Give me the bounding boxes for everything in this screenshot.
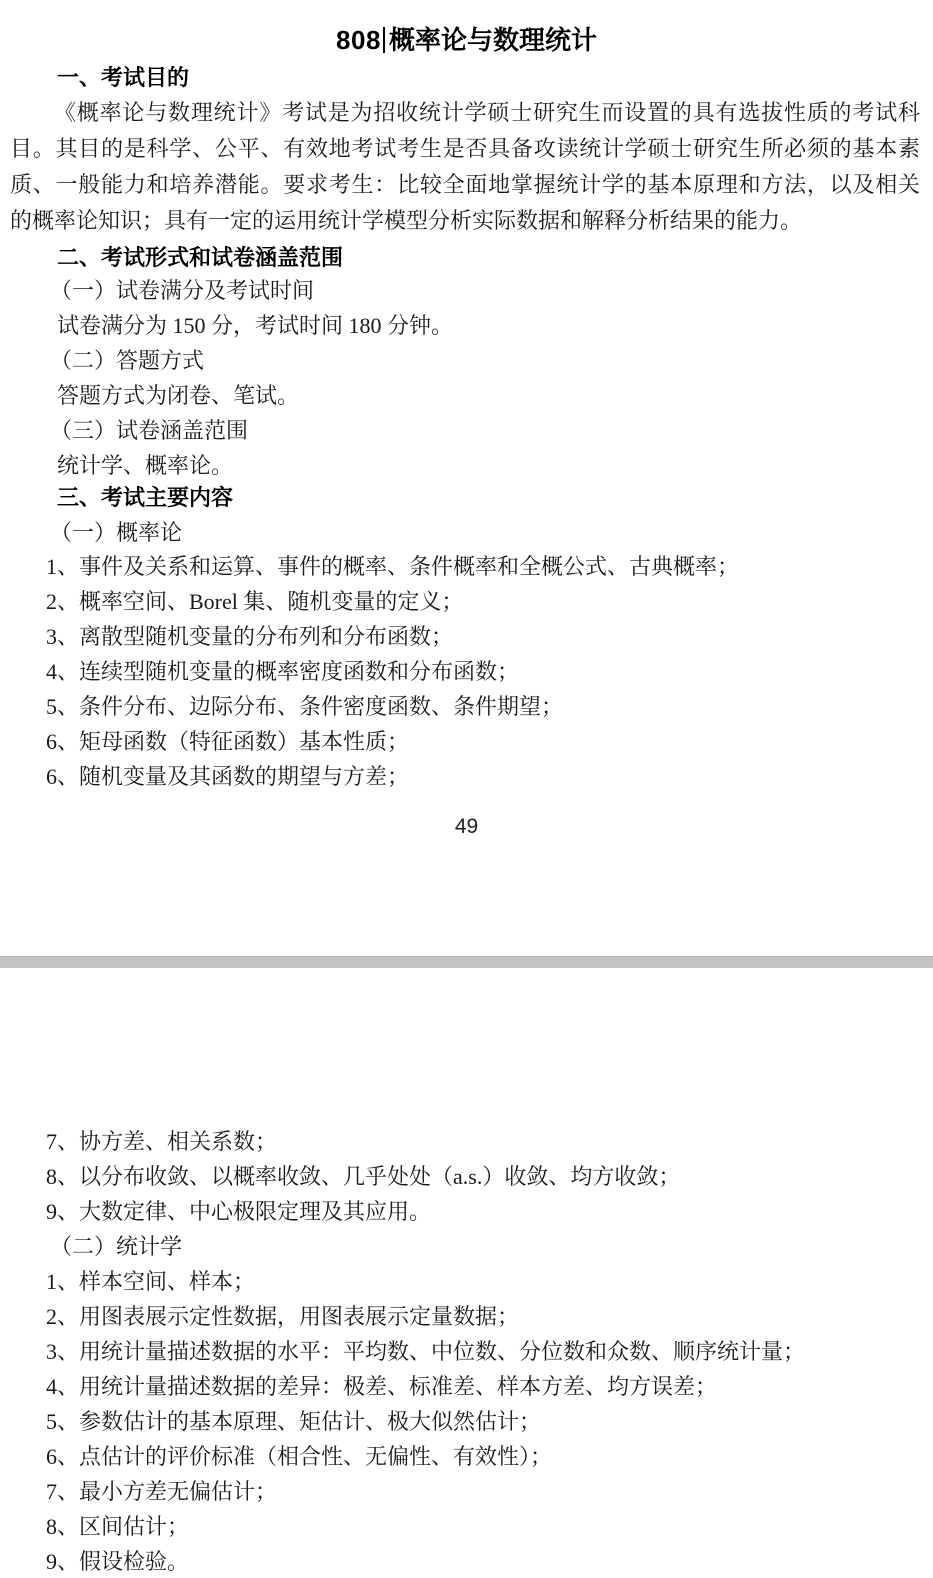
list-item: 5、条件分布、边际分布、条件密度函数、条件期望； bbox=[46, 694, 564, 719]
list-item: 8、区间估计； bbox=[46, 1514, 190, 1539]
document-title bbox=[0, 24, 933, 56]
section-heading-purpose: 一、考试目的 bbox=[57, 65, 190, 90]
list-item: 2、用图表展示定性数据，用图表展示定量数据； bbox=[46, 1304, 520, 1329]
course-code: 808 bbox=[336, 25, 381, 55]
subsection-probability: （一）概率论 bbox=[50, 520, 183, 545]
section-heading-content: 三、考试主要内容 bbox=[57, 485, 234, 510]
subsection-score-time: （一）试卷满分及考试时间 bbox=[50, 278, 315, 303]
statement-coverage: 统计学、概率论。 bbox=[57, 453, 234, 478]
list-item: 6、随机变量及其函数的期望与方差； bbox=[46, 764, 410, 789]
list-item: 6、矩母函数（特征函数）基本性质； bbox=[46, 729, 410, 754]
paragraph-line: 的概率论知识；具有一定的运用统计学模型分析实际数据和解释分析结果的能力。 bbox=[10, 208, 803, 233]
course-name: 概率论与数理统计 bbox=[388, 25, 597, 55]
list-item: 1、样本空间、样本； bbox=[46, 1269, 256, 1294]
list-item: 5、参数估计的基本原理、矩估计、极大似然估计； bbox=[46, 1409, 542, 1434]
subsection-answer-mode: （二）答题方式 bbox=[50, 348, 205, 373]
list-item: 1、事件及关系和运算、事件的概率、条件概率和全概公式、古典概率； bbox=[46, 554, 740, 579]
list-item: 3、用统计量描述数据的水平：平均数、中位数、分位数和众数、顺序统计量； bbox=[46, 1339, 806, 1364]
list-item: 2、概率空间、Borel 集、随机变量的定义； bbox=[46, 589, 464, 614]
list-item: 4、用统计量描述数据的差异：极差、标准差、样本方差、均方误差； bbox=[46, 1374, 718, 1399]
title-separator bbox=[383, 27, 385, 53]
page-2 bbox=[0, 968, 933, 1578]
list-item: 9、假设检验。 bbox=[46, 1549, 190, 1574]
subsection-coverage: （三）试卷涵盖范围 bbox=[50, 418, 249, 443]
statement-score-time: 试卷满分为 150 分，考试时间 180 分钟。 bbox=[57, 313, 454, 338]
statement-answer-mode: 答题方式为闭卷、笔试。 bbox=[57, 383, 300, 408]
list-item: 9、大数定律、中心极限定理及其应用。 bbox=[46, 1199, 432, 1224]
list-item: 4、连续型随机变量的概率密度函数和分布函数； bbox=[46, 659, 520, 684]
list-item: 7、协方差、相关系数； bbox=[46, 1129, 278, 1154]
subsection-statistics: （二）统计学 bbox=[50, 1234, 183, 1259]
list-item: 3、离散型随机变量的分布列和分布函数； bbox=[46, 624, 454, 649]
list-item: 6、点估计的评价标准（相合性、无偏性、有效性）； bbox=[46, 1444, 553, 1469]
paragraph-line: 质、一般能力和培养潜能。要求考生：比较全面地掌握统计学的基本原理和方法，以及相关 bbox=[10, 172, 920, 197]
page-number: 49 bbox=[454, 815, 479, 838]
paragraph-line: 目。其目的是科学、公平、有效地考试考生是否具备攻读统计学硕士研究生所必须的基本素 bbox=[10, 136, 920, 161]
page-gap bbox=[0, 956, 933, 968]
list-item: 8、以分布收敛、以概率收敛、几乎处处（a.s.）收敛、均方收敛； bbox=[46, 1164, 681, 1189]
section-heading-format: 二、考试形式和试卷涵盖范围 bbox=[57, 245, 344, 270]
paragraph-line: 《概率论与数理统计》考试是为招收统计学硕士研究生而设置的具有选拔性质的考试科 bbox=[54, 100, 920, 125]
list-item: 7、最小方差无偏估计； bbox=[46, 1479, 278, 1504]
